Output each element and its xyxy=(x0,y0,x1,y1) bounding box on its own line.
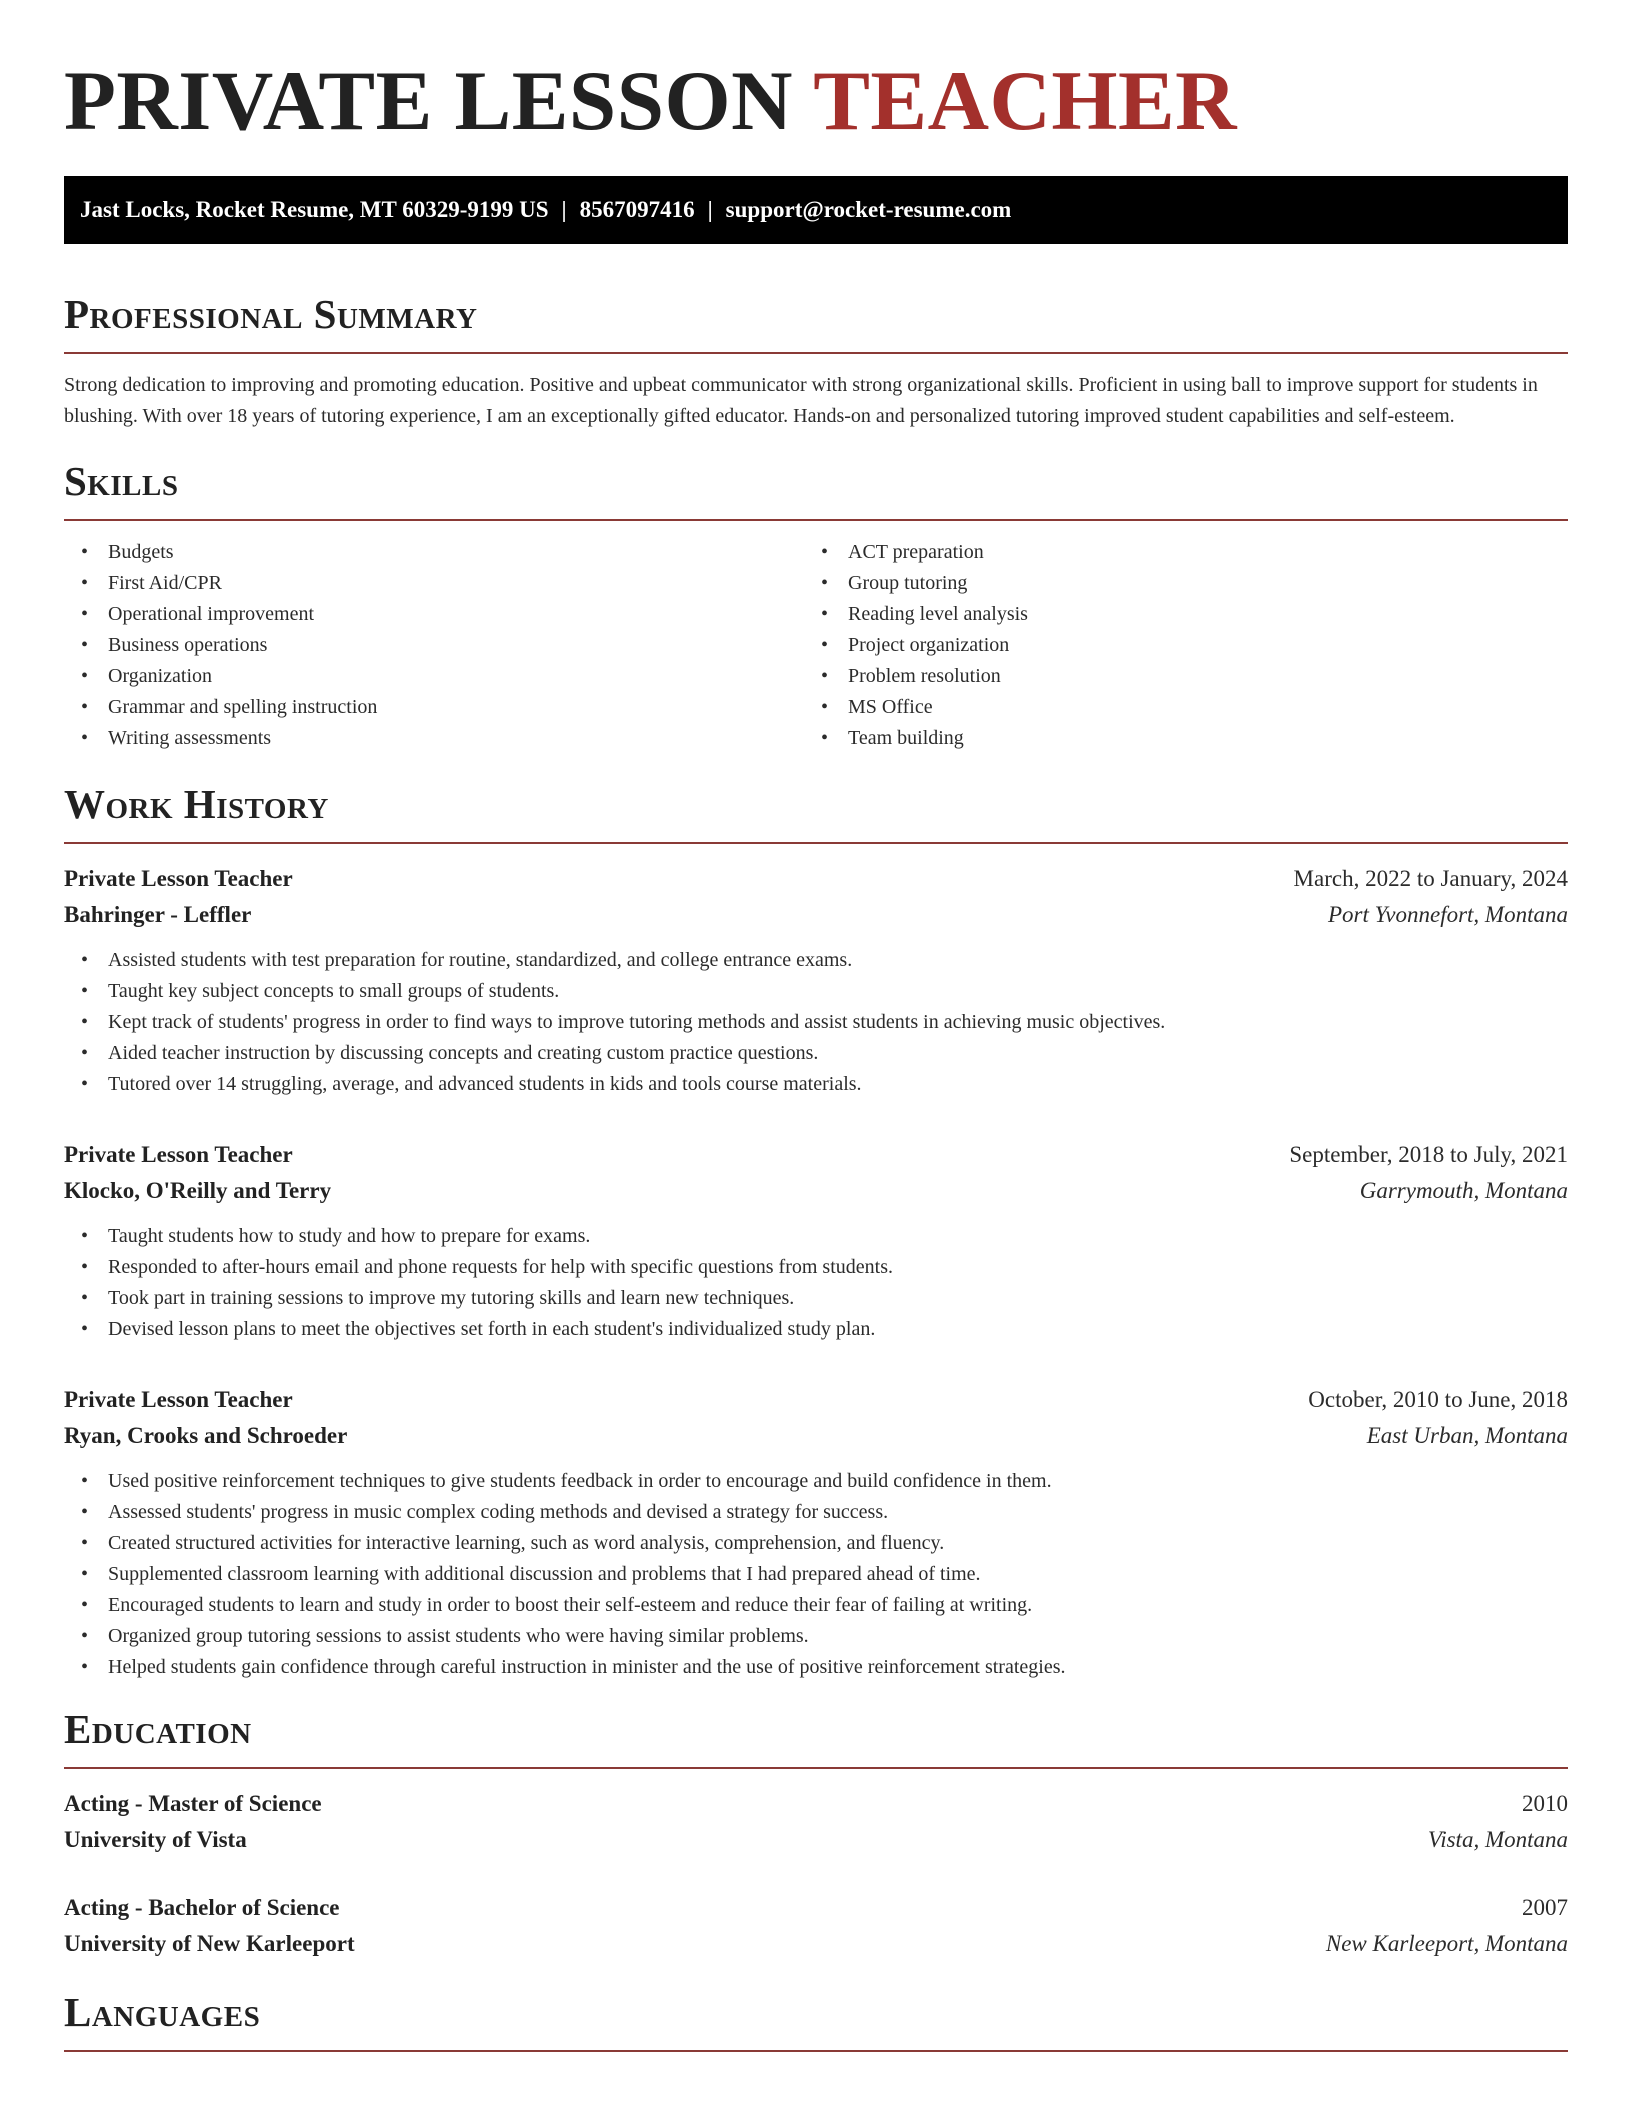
job-bullet: • Taught key subject concepts to small groups of students. xyxy=(64,976,1568,1007)
education-degree-row xyxy=(64,1890,1568,1926)
contact-bar xyxy=(64,176,1568,244)
skills-heading: Skills xyxy=(64,458,179,504)
job-dates: September, 2018 to July, 2021 xyxy=(1289,1142,1568,1167)
job-company: Klocko, O'Reilly and Terry xyxy=(64,1178,332,1203)
summary-divider xyxy=(64,352,1568,354)
skill-item: • ACT preparation xyxy=(804,537,1544,568)
skills-divider xyxy=(64,519,1568,521)
education-heading: Education xyxy=(64,1706,252,1752)
job-company: Bahringer - Leffler xyxy=(64,902,252,927)
job-entry xyxy=(64,1137,1568,1345)
education-degree: Acting - Master of Science xyxy=(64,1791,322,1816)
education-entry xyxy=(64,1890,1568,1962)
education-divider xyxy=(64,1767,1568,1769)
job-bullet: • Kept track of students' progress in order to find ways to improve tutoring methods and assist students in achieving music objectives. xyxy=(64,1007,1568,1038)
skill-item: • Writing assessments xyxy=(64,723,804,754)
job-company-row xyxy=(64,897,1568,933)
skills-column-left xyxy=(64,537,804,754)
job-bullet: • Organized group tutoring sessions to assist students who were having similar problems. xyxy=(64,1621,1568,1652)
job-bullet: • Used positive reinforcement techniques to give students feedback in order to encourage and build confidence in them. xyxy=(64,1466,1568,1497)
skill-item: • Group tutoring xyxy=(804,568,1544,599)
contact-email[interactable]: support@rocket-resume.com xyxy=(725,197,1012,222)
job-header-row xyxy=(64,861,1568,897)
skills-list xyxy=(64,537,1568,754)
education-location: New Karleeport, Montana xyxy=(1325,1931,1568,1956)
skill-item: • Grammar and spelling instruction xyxy=(64,692,804,723)
education-school: University of New Karleeport xyxy=(64,1931,355,1956)
job-bullets xyxy=(64,1466,1568,1683)
work-divider xyxy=(64,842,1568,844)
skill-item: • Budgets xyxy=(64,537,804,568)
contact-address: Jast Locks, Rocket Resume, MT 60329-9199 US xyxy=(80,197,549,222)
job-title: Private Lesson Teacher xyxy=(64,866,293,891)
skill-item: • Problem resolution xyxy=(804,661,1544,692)
contact-phone: 8567097416 xyxy=(579,197,695,222)
summary-text: Strong dedication to improving and promoting education. Positive and upbeat communicator with strong organizational skills. Proficient in using ball to improve support for students in blushing. With over 18 years of tutoring experience, I am an exceptionally gifted educator. Hands-on and personalized tutoring improved student capabilities and self-esteem. xyxy=(64,374,1538,427)
summary-heading: Professional Summary xyxy=(64,291,478,337)
job-bullets xyxy=(64,945,1568,1100)
job-dates: March, 2022 to January, 2024 xyxy=(1293,866,1568,891)
job-bullet: • Took part in training sessions to improve my tutoring skills and learn new techniques. xyxy=(64,1283,1568,1314)
education-location: Vista, Montana xyxy=(1427,1827,1568,1852)
education-school-row xyxy=(64,1822,1568,1858)
resume-name xyxy=(64,0,1568,146)
skill-item: • Project organization xyxy=(804,630,1544,661)
job-bullet: • Tutored over 14 struggling, average, and advanced students in kids and tools course materials. xyxy=(64,1069,1568,1100)
job-bullet: • Taught students how to study and how to prepare for exams. xyxy=(64,1221,1568,1252)
languages-heading: Languages xyxy=(64,1989,261,2035)
languages-divider xyxy=(64,2050,1568,2052)
job-company-row xyxy=(64,1418,1568,1454)
job-bullet: • Created structured activities for interactive learning, such as word analysis, comprehension, and fluency. xyxy=(64,1528,1568,1559)
education-degree-row xyxy=(64,1786,1568,1822)
name-part-2: TEACHER xyxy=(813,54,1238,148)
job-header-row xyxy=(64,1382,1568,1418)
education-entry xyxy=(64,1786,1568,1858)
education-degree: Acting - Bachelor of Science xyxy=(64,1895,340,1920)
job-bullet: • Aided teacher instruction by discussing concepts and creating custom practice questions. xyxy=(64,1038,1568,1069)
job-bullets xyxy=(64,1221,1568,1345)
job-entry xyxy=(64,1382,1568,1683)
skill-item: • Organization xyxy=(64,661,804,692)
job-bullet: • Responded to after-hours email and phone requests for help with specific questions from students. xyxy=(64,1252,1568,1283)
job-title: Private Lesson Teacher xyxy=(64,1387,293,1412)
education-school-row xyxy=(64,1926,1568,1962)
job-bullet: • Assisted students with test preparation for routine, standardized, and college entrance exams. xyxy=(64,945,1568,976)
education-year: 2010 xyxy=(1522,1791,1568,1816)
contact-separator: | xyxy=(561,197,567,222)
job-location: East Urban, Montana xyxy=(1366,1423,1568,1448)
skill-item: • Operational improvement xyxy=(64,599,804,630)
job-location: Garrymouth, Montana xyxy=(1359,1178,1568,1203)
job-dates: October, 2010 to June, 2018 xyxy=(1308,1387,1568,1412)
job-company-row xyxy=(64,1173,1568,1209)
job-entry xyxy=(64,861,1568,1100)
education-school: University of Vista xyxy=(64,1827,247,1852)
job-bullet: • Assessed students' progress in music complex coding methods and devised a strategy for success. xyxy=(64,1497,1568,1528)
job-header-row xyxy=(64,1137,1568,1173)
education-year: 2007 xyxy=(1522,1895,1568,1920)
work-heading: Work History xyxy=(64,781,329,827)
job-bullet: • Devised lesson plans to meet the objectives set forth in each student's individualized study plan. xyxy=(64,1314,1568,1345)
name-part-1: PRIVATE LESSON xyxy=(64,54,793,148)
skill-item: • Reading level analysis xyxy=(804,599,1544,630)
skill-item: • MS Office xyxy=(804,692,1544,723)
skill-item: • First Aid/CPR xyxy=(64,568,804,599)
resume-page xyxy=(64,0,1568,2052)
skill-item: • Team building xyxy=(804,723,1544,754)
job-bullet: • Helped students gain confidence through careful instruction in minister and the use of positive reinforcement strategies. xyxy=(64,1652,1568,1683)
job-company: Ryan, Crooks and Schroeder xyxy=(64,1423,348,1448)
contact-separator: | xyxy=(707,197,713,222)
job-bullet: • Supplemented classroom learning with additional discussion and problems that I had prepared ahead of time. xyxy=(64,1559,1568,1590)
skill-item: • Business operations xyxy=(64,630,804,661)
job-title: Private Lesson Teacher xyxy=(64,1142,293,1167)
skills-column-right xyxy=(804,537,1544,754)
job-location: Port Yvonnefort, Montana xyxy=(1327,902,1568,927)
job-bullet: • Encouraged students to learn and study in order to boost their self-esteem and reduce their fear of failing at writing. xyxy=(64,1590,1568,1621)
